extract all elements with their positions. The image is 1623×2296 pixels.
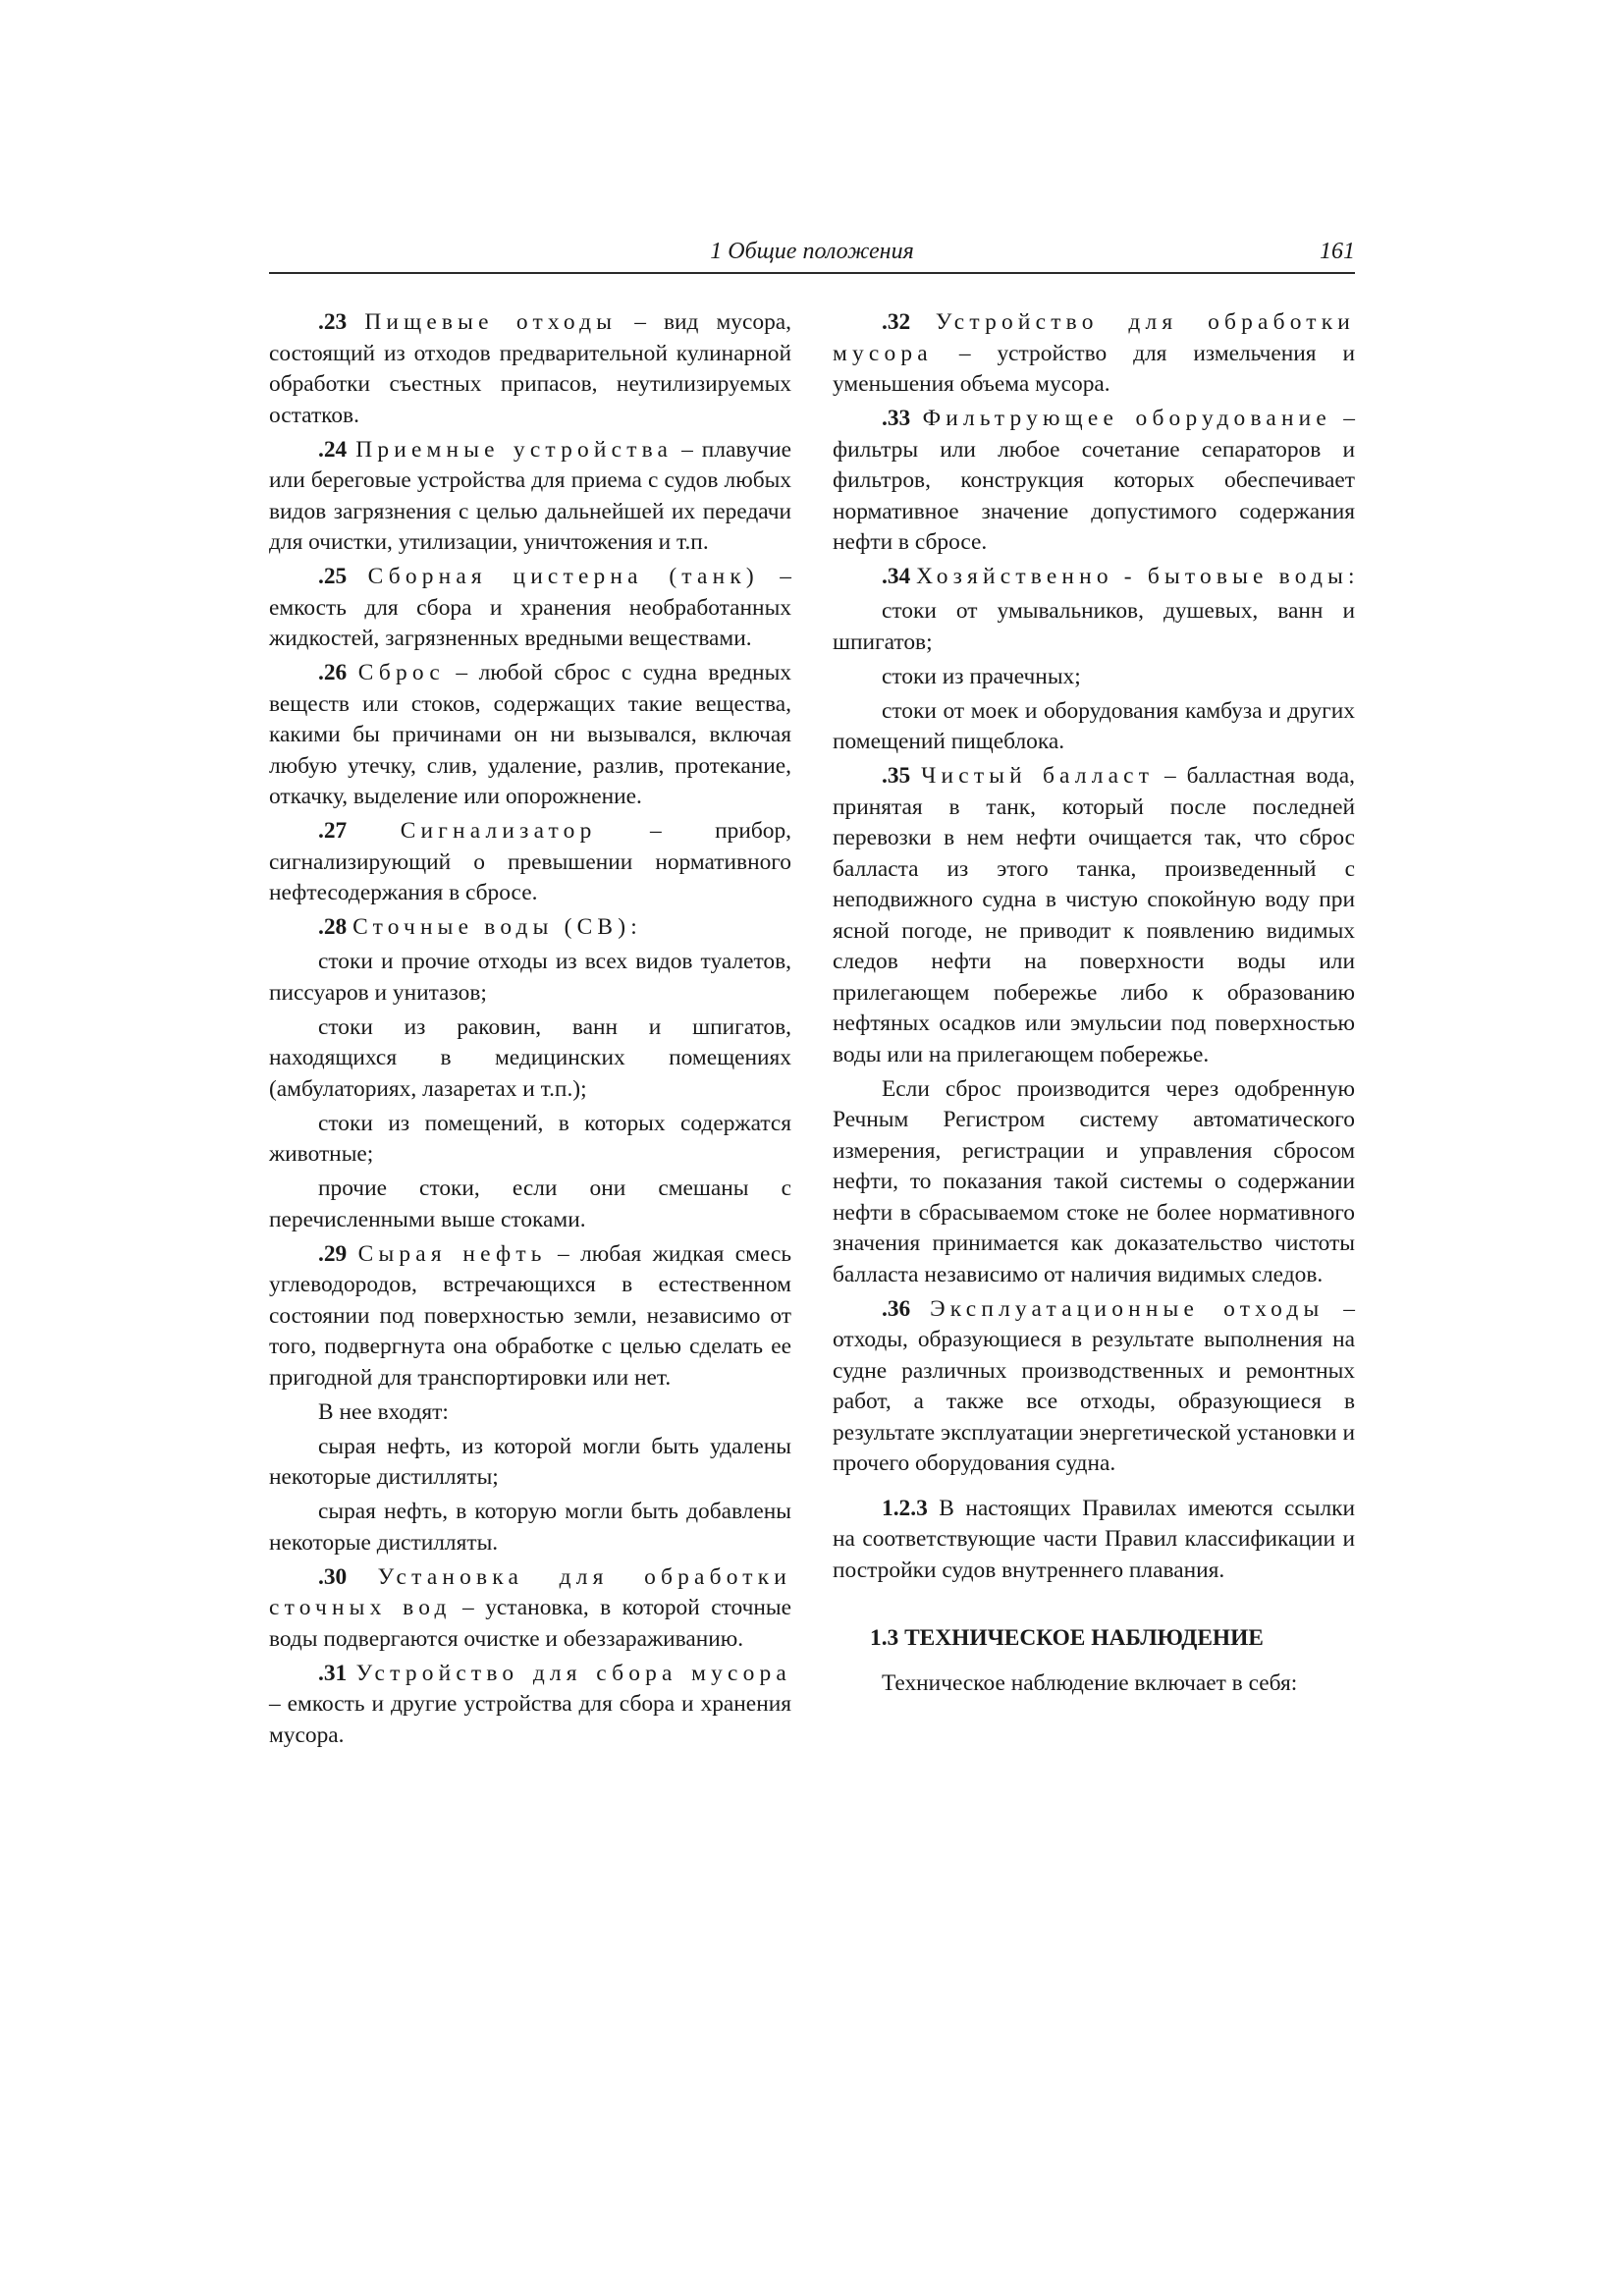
definition-paragraph xyxy=(833,1494,1355,1587)
definition-paragraph xyxy=(269,912,791,944)
defined-term: Эксплуатационные отходы xyxy=(930,1295,1325,1322)
definition-paragraph xyxy=(269,1562,791,1656)
paragraph-text: стоки из помещений, в которых содержатся животные; xyxy=(269,1110,791,1167)
paragraph-text: сырая нефть, из которой могли быть удалены некоторые дистилляты; xyxy=(269,1433,791,1490)
paragraph-text: – устройство для измельчения и уменьшения объема мусора. xyxy=(833,340,1355,397)
paragraph-text: : xyxy=(1347,564,1355,589)
defined-term: Установка для обработки сточных вод xyxy=(269,1563,791,1620)
list-item xyxy=(833,596,1355,658)
clause-number: .23 xyxy=(318,309,348,335)
paragraph-text: – фильтры или любое сочетание сепараторов и фильтров, конструкция которых обеспечивает нормативное значение допустимого содержания нефти в сбросе. xyxy=(833,406,1355,555)
clause-number: 1.2.3 xyxy=(882,1495,928,1521)
paragraph-text: – емкость и другие устройства для сбора и хранения мусора. xyxy=(269,1691,791,1748)
clause-number: .26 xyxy=(318,660,348,685)
defined-term: Пищевые отходы xyxy=(364,309,618,335)
clause-number: .29 xyxy=(318,1240,348,1267)
clause-number: .35 xyxy=(882,763,911,789)
list-item xyxy=(269,1432,791,1494)
paragraph-text: – прибор, сигнализирующий о превышении нормативного нефтесодержания в сбросе. xyxy=(269,818,791,905)
definition-paragraph xyxy=(269,562,791,655)
list-item xyxy=(269,947,791,1009)
definition-paragraph xyxy=(833,562,1355,593)
paragraph-text: : xyxy=(630,914,637,940)
clause-number: .30 xyxy=(318,1563,348,1590)
defined-term: Сборная цистерна (танк) xyxy=(367,564,759,589)
paragraph-text: стоки из раковин, ванн и шпигатов, находящихся в медицинских помещениях (амбулаториях, лазаретах и т.п.); xyxy=(269,1013,791,1102)
page-number: 161 xyxy=(1320,239,1355,264)
paragraph-text: прочие стоки, если они смешаны с перечисленными выше стоками. xyxy=(269,1175,791,1232)
defined-term: Сырая нефть xyxy=(357,1240,547,1267)
paragraph-text: – балластная вода, принятая в танк, который после последней перевозки в нем нефти очищается так, что сброс балласта из этого танка, произведенный с неподвижного судна в чистую спокойную воду при ясной погоде, не приводит к появлению видимых следов нефти на поверхности воды или прилегающем побережье либо к образованию нефтяных осадков или эмульсии под поверхностью воды или на прилегающем побережье. xyxy=(833,763,1355,1067)
defined-term: Чистый балласт xyxy=(921,763,1155,789)
defined-term: Хозяйственно - бытовые воды xyxy=(916,564,1348,589)
definition-paragraph xyxy=(833,404,1355,559)
clause-number: .32 xyxy=(882,309,911,335)
section-heading: 1.3 ТЕХНИЧЕСКОЕ НАБЛЮДЕНИЕ xyxy=(870,1625,1264,1651)
clause-number: .25 xyxy=(318,564,348,589)
clause-number: .24 xyxy=(318,436,348,463)
list-item xyxy=(833,662,1355,693)
running-header-title: 1 Общие положения xyxy=(710,239,914,264)
paragraph-text: стоки от моек и оборудования камбуза и других помещений пищеблока. xyxy=(833,697,1355,754)
list-item xyxy=(269,1397,791,1429)
section-intro: Техническое наблюдение включает в себя: xyxy=(882,1669,1298,1696)
defined-term: Фильтрующее оборудование xyxy=(922,406,1331,431)
clause-number: .33 xyxy=(882,406,911,431)
defined-term: Сточные воды (СВ) xyxy=(352,914,631,940)
paragraph-text: – установка, в которой сточные воды подвергаются очистке и обеззараживанию. xyxy=(269,1595,791,1652)
list-item xyxy=(833,696,1355,758)
defined-term: Сигнализатор xyxy=(400,818,597,844)
list-item xyxy=(269,1109,791,1171)
right-column xyxy=(833,307,1355,1703)
definition-paragraph xyxy=(833,1294,1355,1480)
paragraph-text: – плавучие или береговые устройства для приема с судов любых видов загрязнения с целью дальнейшей их передачи для очистки, утилизации, уничтожения и т.п. xyxy=(269,436,791,555)
left-column xyxy=(269,307,791,1755)
paragraph-text: стоки из прачечных; xyxy=(882,663,1081,689)
definition-paragraph xyxy=(269,1239,791,1394)
paragraph-text: сырая нефть, в которую могли быть добавлены некоторые дистилляты. xyxy=(269,1499,791,1556)
clause-number: .34 xyxy=(882,564,911,589)
definition-paragraph xyxy=(269,435,791,559)
paragraph-text: – отходы, образующиеся в результате выполнения на судне различных производственных и ремонтных работ, а также все отходы, образующиеся в результате эксплуатации энергетической установки и прочего оборудования судна. xyxy=(833,1295,1355,1476)
paragraph-text: В нее входят: xyxy=(318,1398,449,1425)
definition-paragraph xyxy=(269,1659,791,1752)
clause-number: .28 xyxy=(318,914,348,940)
paragraph-text: – любая жидкая смесь углеводородов, встречающихся в естественном состоянии под поверхностью земли, независимо от того, подвергнута она обработке с целью сделать ее пригодной для транспортировки или нет. xyxy=(269,1240,791,1391)
paragraph-text: В настоящих Правилах имеются ссылки на соответствующие части Правил классификации и постройки судов внутреннего плавания. xyxy=(833,1495,1356,1583)
defined-term: Устройство для обработки мусора xyxy=(833,309,1355,366)
clause-number: .27 xyxy=(318,818,348,844)
list-item xyxy=(833,1074,1355,1291)
definition-paragraph xyxy=(269,816,791,909)
definition-paragraph xyxy=(833,307,1355,401)
list-item xyxy=(269,1174,791,1235)
paragraph-text: стоки от умывальников, душевых, ванн и шпигатов; xyxy=(833,598,1355,655)
running-header xyxy=(269,237,1355,274)
defined-term: Приемные устройства xyxy=(355,436,674,463)
clause-number: .31 xyxy=(318,1660,348,1686)
paragraph-text: – любой сброс с судна вредных веществ или стоков, содержащих такие вещества, какими бы причинами он ни вызывался, включая любую утечку, слив, удаление, разлив, протекание, откачку, выделение или опорожнение. xyxy=(269,660,791,809)
clause-number: .36 xyxy=(882,1295,911,1322)
paragraph-text: стоки и прочие отходы из всех видов туалетов, писсуаров и унитазов; xyxy=(269,949,791,1006)
defined-term: Устройство для сбора мусора xyxy=(355,1660,791,1686)
definition-paragraph xyxy=(269,307,791,431)
defined-term: Сброс xyxy=(357,660,445,685)
paragraph-text: – вид мусора, состоящий из отходов предварительной кулинарной обработки съестных припасов, неутилизируемых остатков. xyxy=(269,309,791,428)
paragraph-text: – емкость для сбора и хранения необработанных жидкостей, загрязненных вредными веществами. xyxy=(269,564,791,651)
paragraph-text: Если сброс производится через одобренную Речным Регистром систему автоматического измерения, регистрации и управления сбросом нефти, то показания такой системы о содержании нефти в сбрасываемом стоке не более нормативного значения принимается как доказательство чистоты балласта независимо от наличия видимых следов. xyxy=(833,1075,1355,1287)
list-item xyxy=(269,1012,791,1106)
list-item xyxy=(269,1497,791,1558)
definition-paragraph xyxy=(833,761,1355,1070)
definition-paragraph xyxy=(269,658,791,813)
